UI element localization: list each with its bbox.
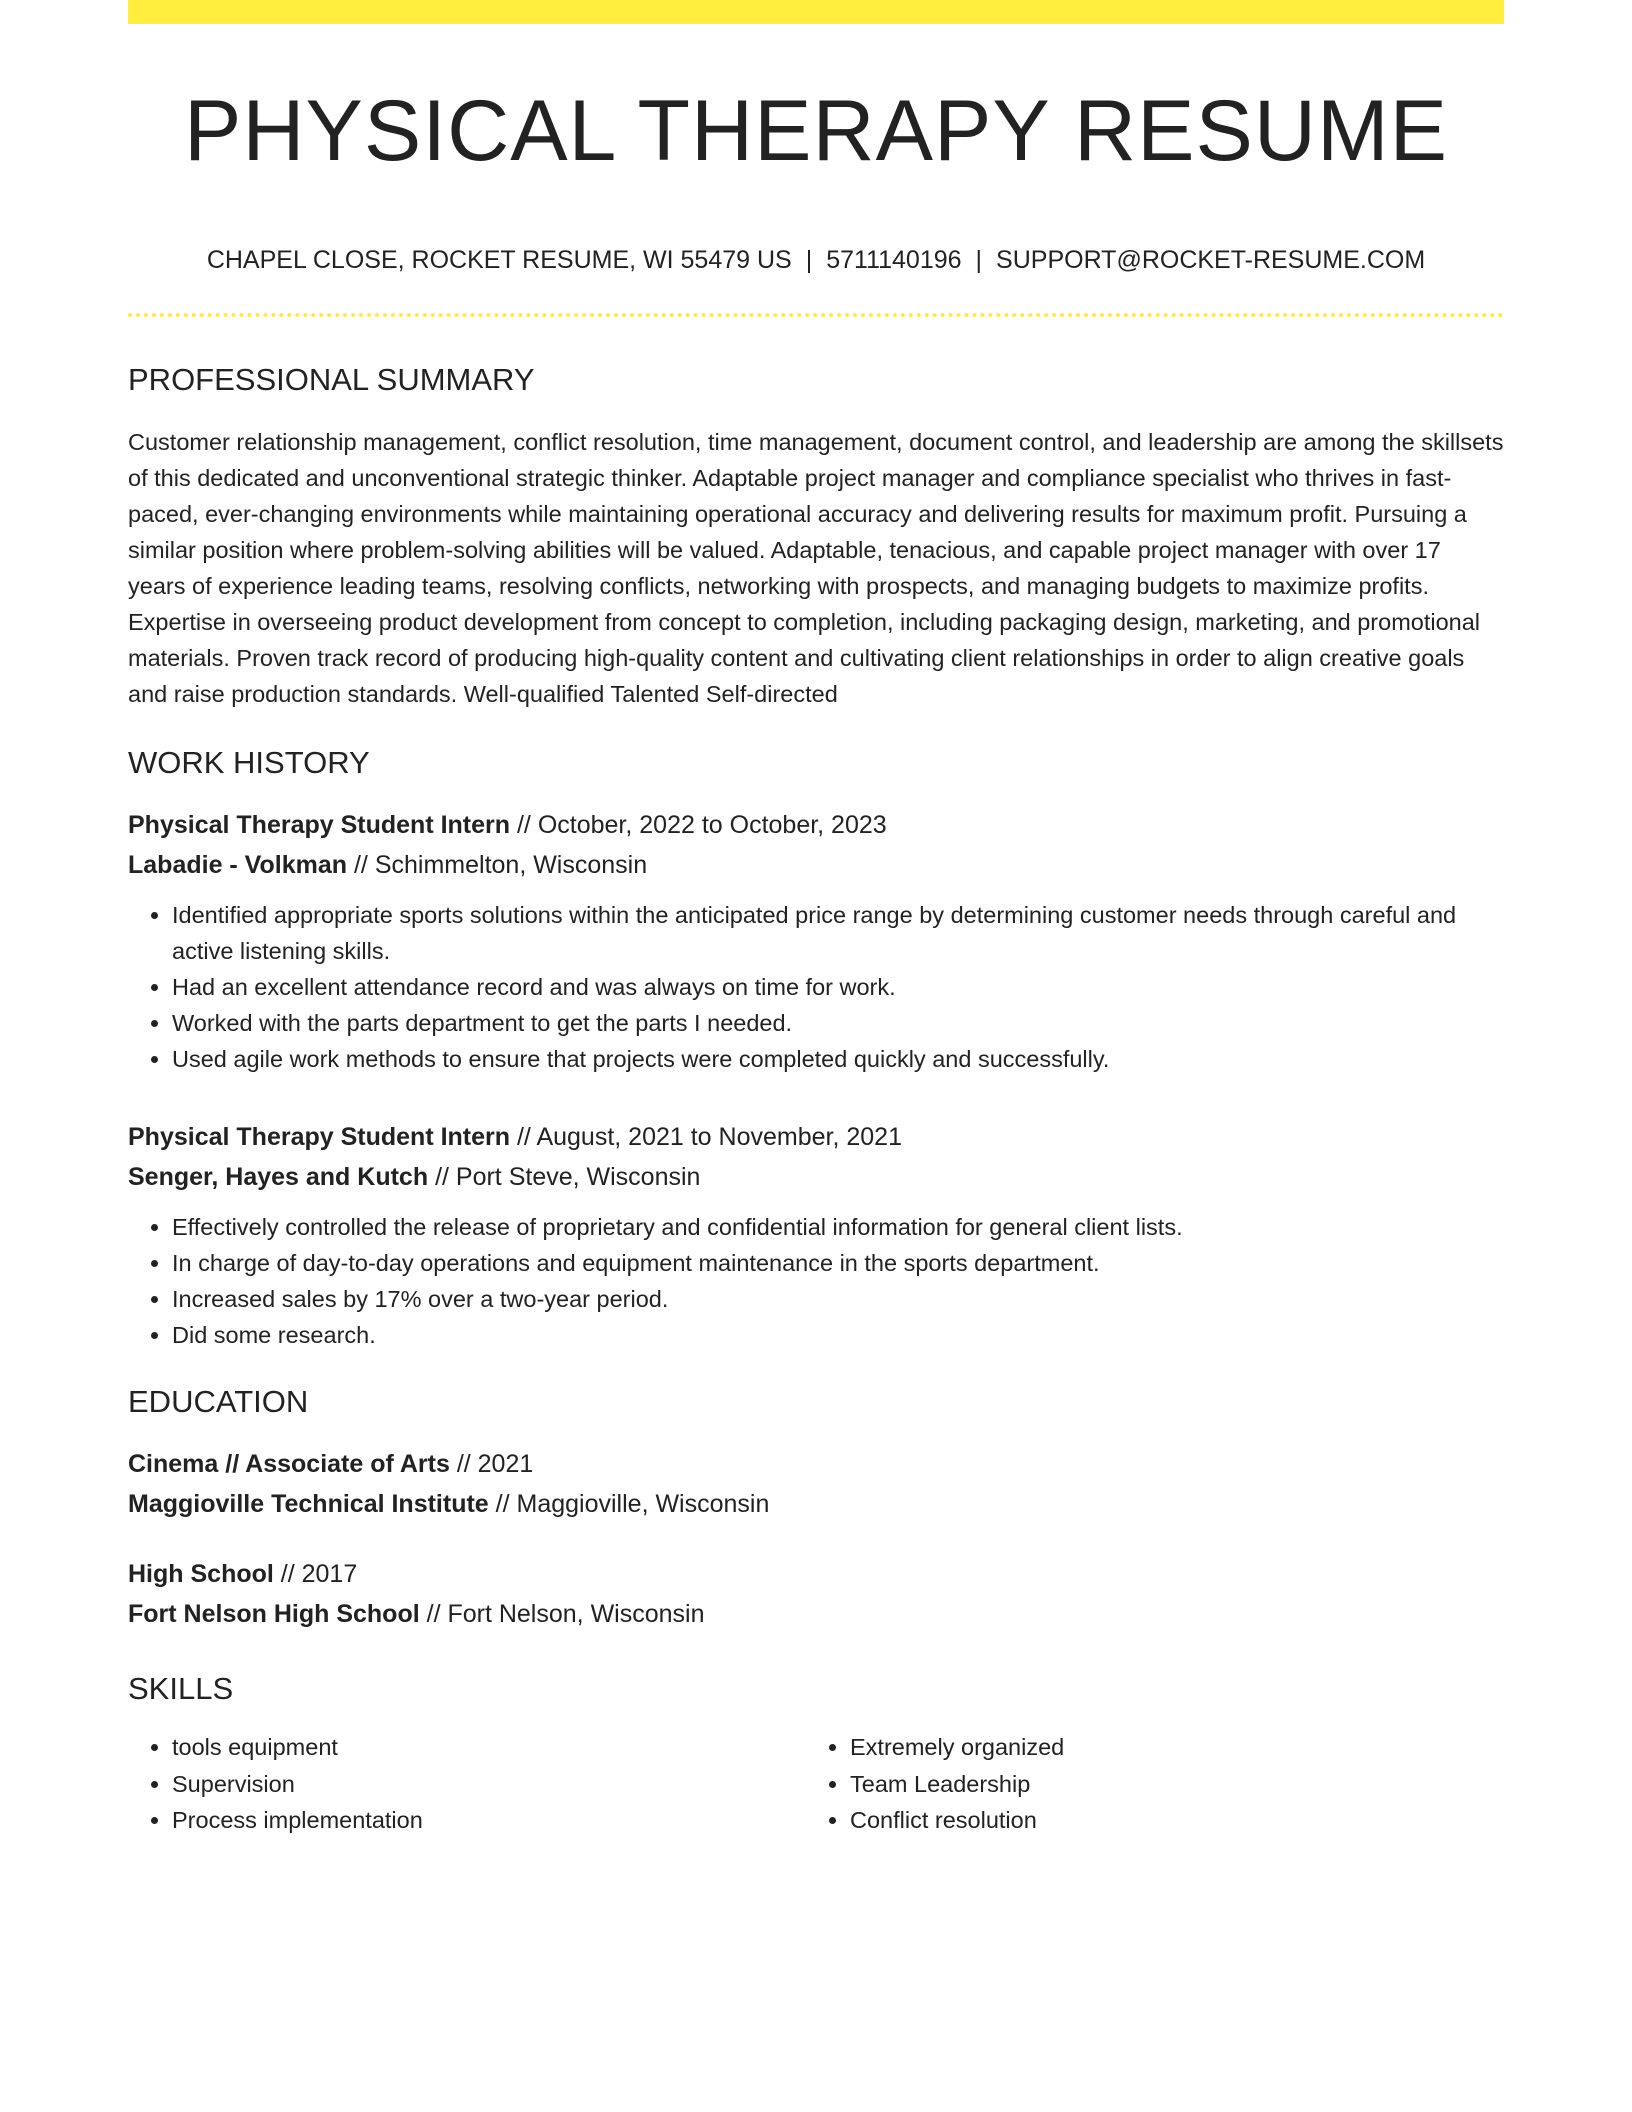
education-school-line [128,1484,1504,1524]
job-bullet: • Used agile work methods to ensure that projects were completed quickly and successfully. [172,1041,1504,1077]
education-school: Fort Nelson High School [128,1600,420,1629]
section-title-education: EDUCATION [128,1383,309,1419]
education-degree-line [128,1444,1504,1484]
education-degree-line [128,1554,1504,1594]
section-title-skills: SKILLS [128,1671,234,1707]
job-company: Senger, Hayes and Kutch [128,1162,429,1191]
job-bullet: • Identified appropriate sports solutions within the anticipated price range by determining customer needs through careful and active listening skills. [172,897,1504,969]
job-bullets [128,897,1504,1077]
job-bullet: • In charge of day-to-day operations and equipment maintenance in the sports department. [172,1245,1504,1281]
job-bullet: • Did some research. [172,1317,1504,1353]
education-school-line [128,1594,1504,1634]
skills-column-left [128,1729,806,1839]
contact-phone: 5711140196 [826,245,962,274]
education-year: // 2021 [456,1450,534,1479]
job-location: // Port Steve, Wisconsin [435,1162,701,1191]
job-role-line [128,805,1504,845]
job-role-line [128,1117,1504,1157]
job-role: Physical Therapy Student Intern [128,810,511,839]
summary-text: Customer relationship management, conflict resolution, time management, document control, and leadership are among the skillsets of this dedicated and unconventional strategic thinker. Adaptable project manager and compliance specialist who thrives in fast-paced, ever-changing environments while maintaining operational accuracy and delivering results for maximum profit. Pursuing a similar position where problem-solving abilities will be valued. Adaptable, tenacious, and capable project manager with over 17 years of experience leading teams, resolving conflicts, networking with prospects, and managing budgets to maximize profits. Expertise in overseeing product development from concept to completion, including packaging design, marketing, and promotional materials. Proven track record of producing high-quality content and cultivating client relationships in order to align creative goals and raise production standards. Well-qualified Talented Self-directed [128,428,1504,707]
skill-item: • Process implementation [172,1802,806,1839]
education-entry [128,1444,1504,1524]
job-bullet: • Increased sales by 17% over a two-year period. [172,1281,1504,1317]
skill-item: • Team Leadership [850,1766,1484,1803]
education-entry [128,1554,1504,1634]
accent-top-bar [128,0,1504,24]
skills-grid [128,1729,1504,1839]
education-location: // Fort Nelson, Wisconsin [426,1600,705,1629]
section-title-work-history: WORK HISTORY [128,744,370,780]
contact-separator: | [975,245,983,274]
job-location: // Schimmelton, Wisconsin [353,850,648,879]
section-title-summary: PROFESSIONAL SUMMARY [128,361,535,397]
contact-line [128,245,1504,275]
dotted-divider [128,313,1504,317]
resume-title: PHYSICAL THERAPY RESUME [184,83,1448,179]
job-bullets [128,1209,1504,1353]
skill-item: • tools equipment [172,1729,806,1766]
job-role: Physical Therapy Student Intern [128,1122,511,1151]
job-dates: // August, 2021 to November, 2021 [516,1122,902,1151]
job-entry [128,1117,1504,1353]
job-dates: // October, 2022 to October, 2023 [516,810,887,839]
resume-page [128,0,1504,1839]
job-bullet: • Effectively controlled the release of proprietary and confidential information for general client lists. [172,1209,1504,1245]
skill-item: • Supervision [172,1766,806,1803]
job-bullet: • Worked with the parts department to get the parts I needed. [172,1005,1504,1041]
job-entry [128,805,1504,1077]
job-company-line [128,1157,1504,1197]
skill-item: • Conflict resolution [850,1802,1484,1839]
job-company: Labadie - Volkman [128,850,348,879]
skills-column-right [806,1729,1484,1839]
job-company-line [128,845,1504,885]
job-bullet: • Had an excellent attendance record and was always on time for work. [172,969,1504,1005]
education-degree: Cinema // Associate of Arts [128,1450,450,1479]
education-school: Maggioville Technical Institute [128,1490,489,1519]
contact-separator: | [805,245,813,274]
contact-email: SUPPORT@ROCKET-RESUME.COM [996,245,1426,274]
contact-address: CHAPEL CLOSE, ROCKET RESUME, WI 55479 US [206,245,792,274]
education-year: // 2017 [280,1560,358,1589]
education-location: // Maggioville, Wisconsin [495,1490,770,1519]
skill-item: • Extremely organized [850,1729,1484,1766]
education-degree: High School [128,1560,274,1589]
